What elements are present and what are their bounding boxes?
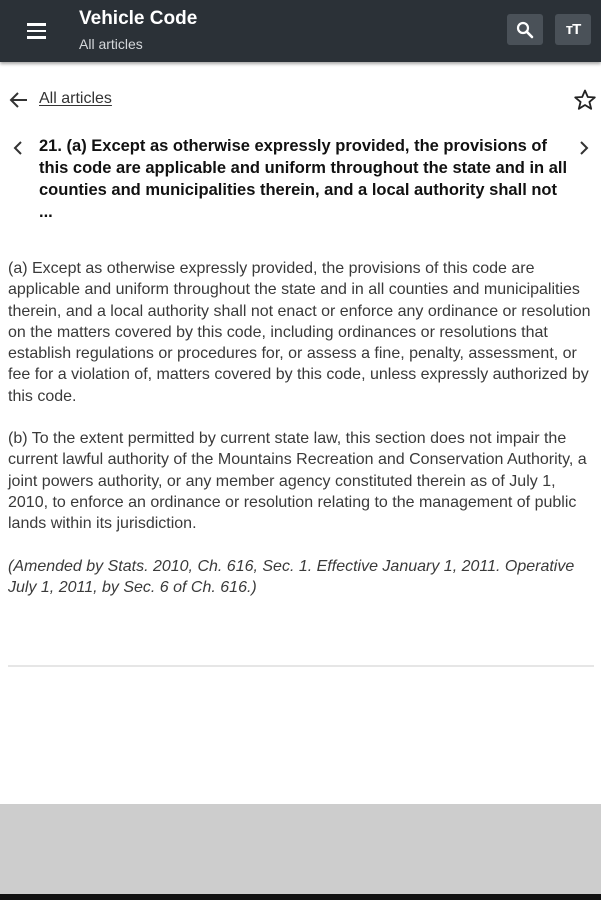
all-articles-link[interactable]: All articles [39, 90, 112, 107]
app-title: Vehicle Code [79, 8, 198, 29]
article-paragraph-a: (a) Except as otherwise expressly provided, the provisions of this code are applicable and uniform throughout the state and in all counties and municipalities therein, and a local authority shall not enact or enforce any ordinance or resolution on the matters covered by this code, including ordinances or resolutions that establish regulations or procedures for, or assess a fine, penalty, assessment, or fee for a violation of, matters covered by this code, unless expressly authorized by this code. [8, 260, 591, 405]
search-icon [516, 21, 534, 39]
article-body [8, 258, 594, 619]
chevron-left-icon[interactable] [11, 139, 25, 157]
search-button[interactable] [507, 14, 543, 45]
text-size-button[interactable] [555, 14, 591, 45]
footer-area [0, 804, 601, 894]
article-citation: (Amended by Stats. 2010, Ch. 616, Sec. 1. Effective January 1, 2011. Operative July 1, 2011, by Sec. 6 of Ch. 616.) [8, 557, 575, 596]
app-subtitle: All articles [79, 36, 143, 52]
system-bottom-bar [0, 894, 601, 900]
star-outline-icon[interactable] [573, 88, 597, 112]
arrow-left-icon[interactable] [8, 90, 30, 110]
content-divider [8, 665, 594, 667]
article-heading: 21. (a) Except as otherwise expressly provided, the provisions of this code are applicable and uniform throughout the state and in all counties and municipalities therein, and a local authority shall not ... [39, 137, 568, 221]
text-size-icon: тT [565, 21, 581, 38]
chevron-right-icon[interactable] [577, 139, 591, 157]
article-paragraph-b: (b) To the extent permitted by current state law, this section does not impair the current lawful authority of the Mountains Recreation and Conservation Authority, a joint powers authority, or any member agency constituted therein as of July 1, 2010, to enforce an ordinance or resolution relating to the management of public lands within its jurisdiction. [8, 430, 587, 533]
hamburger-menu-icon[interactable] [18, 16, 54, 46]
article-nav-row [0, 86, 601, 114]
app-bar [0, 0, 601, 62]
